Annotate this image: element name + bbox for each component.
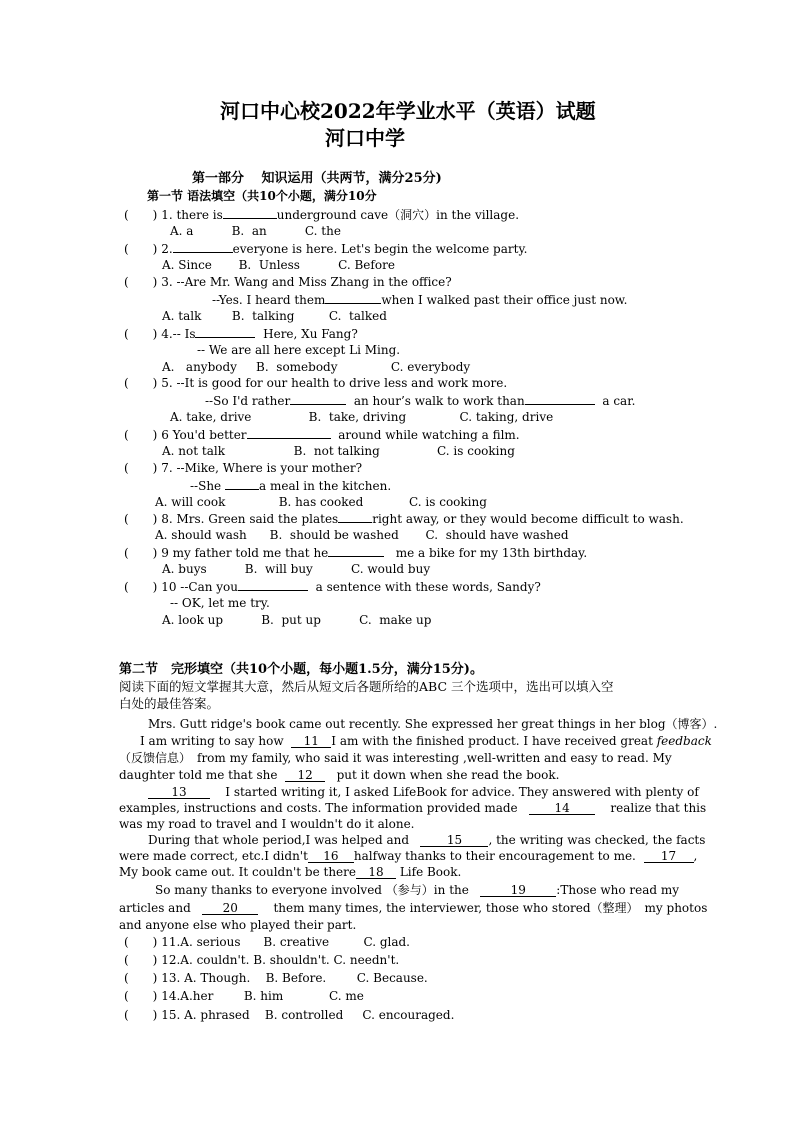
- blank-19: 19: [480, 884, 556, 897]
- question-10-options: A. look up B. put up C. make up: [162, 613, 432, 627]
- passage-line-5: 13 I started writing it, I asked LifeBook for advice. They answered with plenty of: [148, 784, 699, 800]
- blank-13: 13: [148, 786, 210, 799]
- blank-14: 14: [529, 802, 595, 815]
- question-5: ( ) 5. --It is good for our health to drive less and work more.: [124, 376, 508, 390]
- question-6: ( ) 6 You'd better around while watching a film.: [124, 428, 520, 442]
- section-two-heading: 第二节 完形填空（共10个小题，每小题1.5分，满分15分)。: [119, 662, 483, 677]
- question-4-options: A. anybody B. somebody C. everybody: [162, 360, 471, 374]
- blank: [225, 477, 259, 490]
- instructions-line-1: 阅读下面的短文掌握其大意，然后从短文后各题所给的ABC 三个选项中，选出可以填入空: [119, 679, 614, 694]
- question-3: ( ) 3. --Are Mr. Wang and Miss Zhang in the office?: [124, 275, 452, 289]
- blank-12: 12: [285, 769, 325, 782]
- part-one-heading: 第一部分 知识运用（共两节，满分25分): [192, 171, 442, 186]
- blank: [290, 392, 346, 405]
- blank: [238, 578, 308, 591]
- blank-17: 17: [644, 850, 694, 863]
- passage-line-7: was my road to travel and I wouldn't do it alone.: [119, 817, 415, 831]
- question-7: ( ) 7. --Mike, Where is your mother?: [124, 461, 363, 475]
- question-8-options: A. should wash B. should be washed C. should have washed: [155, 528, 569, 542]
- answer-bracket[interactable]: ( ): [124, 327, 158, 341]
- question-8: ( ) 8. Mrs. Green said the plates right away, or they would become difficult to wash.: [124, 512, 684, 526]
- answer-bracket[interactable]: ( ): [124, 935, 158, 949]
- answer-bracket[interactable]: ( ): [124, 989, 158, 1003]
- question-5-options: A. take, drive B. take, driving C. taking, drive: [170, 410, 554, 424]
- passage-line-2: I am writing to say how 11 I am with the finished product. I have received great feedback: [140, 734, 712, 748]
- question-1-options: A. a B. an C. the: [170, 224, 341, 238]
- question-7-reply: --She a meal in the kitchen.: [190, 479, 392, 493]
- passage-line-4: daughter told me that she 12 put it down when she read the book.: [119, 768, 560, 782]
- passage-line-8: During that whole period,I was helped and 15 , the writing was checked, the facts: [148, 833, 706, 847]
- question-3-reply: --Yes. I heard them when I walked past their office just now.: [212, 293, 628, 307]
- question-4-reply: -- We are all here except Li Ming.: [197, 343, 401, 357]
- cloze-question-11: ( ) 11.A. serious B. creative C. glad.: [124, 935, 410, 949]
- answer-bracket[interactable]: ( ): [124, 512, 158, 526]
- instructions-line-2: 白处的最佳答案。: [119, 696, 220, 711]
- blank-11: 11: [291, 735, 331, 748]
- question-2: ( ) 2. everyone is here. Let's begin the welcome party.: [124, 242, 528, 256]
- question-5-reply: --So I'd rather an hour’s walk to work than a car.: [205, 394, 636, 408]
- passage-line-6: examples, instructions and costs. The information provided made 14 realize that this: [119, 801, 707, 815]
- blank-20: 20: [202, 902, 258, 915]
- passage-line-10: My book came out. It couldn't be there 18 Life Book.: [119, 865, 462, 879]
- question-1: ( ) 1. there is underground cave（洞穴）in the village.: [124, 208, 520, 222]
- question-10-reply: -- OK, let me try.: [170, 596, 270, 610]
- school-name: 河口中学: [325, 126, 405, 150]
- blank-15: 15: [420, 834, 488, 847]
- answer-bracket[interactable]: ( ): [124, 580, 158, 594]
- question-3-options: A. talk B. talking C. talked: [162, 309, 387, 323]
- answer-bracket[interactable]: ( ): [124, 546, 158, 560]
- passage-line-13: and anyone else who played their part.: [119, 918, 357, 932]
- question-10: ( ) 10 --Can you a sentence with these words, Sandy?: [124, 580, 541, 594]
- blank: [247, 426, 331, 439]
- blank: [325, 291, 381, 304]
- answer-bracket[interactable]: ( ): [124, 461, 158, 475]
- question-7-options: A. will cook B. has cooked C. is cooking: [155, 495, 487, 509]
- answer-bracket[interactable]: ( ): [124, 275, 158, 289]
- cloze-question-12: ( ) 12.A. couldn't. B. shouldn't. C. needn't.: [124, 953, 400, 967]
- answer-bracket[interactable]: ( ): [124, 1008, 158, 1022]
- answer-bracket[interactable]: ( ): [124, 953, 158, 967]
- question-9-options: A. buys B. will buy C. would buy: [162, 562, 431, 576]
- blank: [223, 206, 277, 219]
- answer-bracket[interactable]: ( ): [124, 242, 158, 256]
- answer-bracket[interactable]: ( ): [124, 428, 158, 442]
- cloze-question-13: ( ) 13. A. Though. B. Before. C. Because.: [124, 971, 428, 985]
- question-6-options: A. not talk B. not talking C. is cooking: [162, 444, 515, 458]
- passage-line-3: （反馈信息） from my family, who said it was interesting ,well-written and easy to read. My: [119, 751, 672, 765]
- answer-bracket[interactable]: ( ): [124, 208, 158, 222]
- cloze-question-15: ( ) 15. A. phrased B. controlled C. encouraged.: [124, 1008, 455, 1022]
- passage-line-9: were made correct, etc.I didn't 16 halfway thanks to their encouragement to me. 17 ,: [119, 849, 698, 863]
- question-2-options: A. Since B. Unless C. Before: [162, 258, 395, 272]
- blank-18: 18: [356, 866, 396, 879]
- blank: [338, 510, 372, 523]
- blank: [173, 240, 233, 253]
- question-9: ( ) 9 my father told me that he me a bike for my 13th birthday.: [124, 546, 588, 560]
- blank: [328, 544, 384, 557]
- passage-line-1: Mrs. Gutt ridge's book came out recently. She expressed her great things in her blog（博客）.: [148, 717, 718, 731]
- blank-16: 16: [308, 850, 354, 863]
- passage-line-12: articles and 20 them many times, the interviewer, those who stored（整理） my photos: [119, 901, 708, 915]
- exam-title: 河口中心校2022年学业水平（英语）试题: [220, 99, 596, 123]
- question-4: ( ) 4.-- Is Here, Xu Fang?: [124, 327, 358, 341]
- section-one-heading: 第一节 语法填空（共10个小题，满分10分: [147, 189, 377, 203]
- passage-line-11: So many thanks to everyone involved （参与）in the 19 :Those who read my: [155, 883, 680, 897]
- blank: [195, 325, 255, 338]
- blank: [525, 392, 595, 405]
- answer-bracket[interactable]: ( ): [124, 376, 158, 390]
- cloze-question-14: ( ) 14.A.her B. him C. me: [124, 989, 364, 1003]
- answer-bracket[interactable]: ( ): [124, 971, 158, 985]
